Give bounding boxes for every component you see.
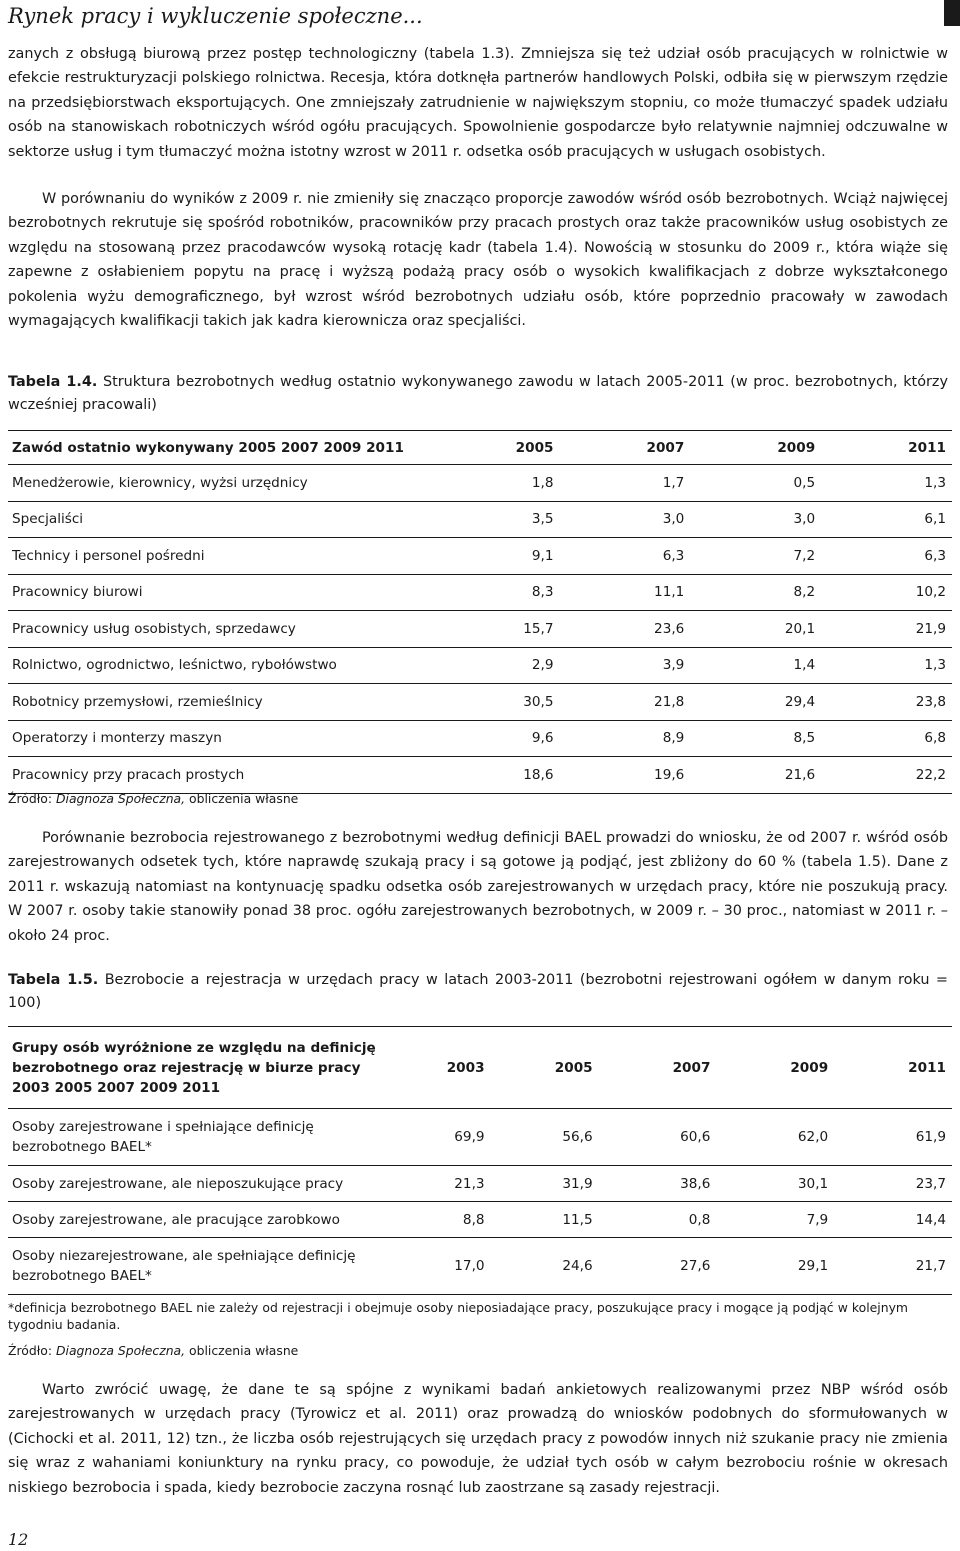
table14-cell-value: 23,6	[560, 611, 691, 648]
table14-cell-value: 3,0	[560, 501, 691, 538]
table14-cell-value: 7,2	[690, 538, 821, 575]
table15-cell-value: 38,6	[599, 1166, 717, 1202]
table14-cell-value: 18,6	[439, 757, 560, 794]
table14-cell-value: 21,6	[690, 757, 821, 794]
paragraph-3: Porównanie bezrobocia rejestrowanego z bezrobotnymi według definicji BAEL prowadzi do wniosku, że od 2007 r. wśród osób zarejestrowanych odsetek tych, które naprawdę szukają pracy i są gotowe ją podjąć, jest zbliżony do 60 % (tabela 1.5). Dane z 2011 r. wskazują natomiast na kontynuację spadku odsetka osób zarejestrowanych w urzędach pracy, które nie poszukują pracy. W 2007 r. osoby takie stanowiły ponad 38 proc. ogółu zarejestrowanych bezrobotnych, w 2009 r. – 30 proc., natomiast w 2011 r. – około 24 proc.	[8, 830, 948, 944]
running-title: Rynek pracy i wykluczenie społeczne...	[8, 4, 423, 28]
table14-cell-occupation: Pracownicy usług osobistych, sprzedawcy	[8, 611, 439, 648]
table15-cell-group: Osoby niezarejestrowane, ale spełniające definicję bezrobotnego BAEL*	[8, 1238, 394, 1295]
table14-source-prefix: Źródło:	[8, 791, 56, 806]
table14-cell-value: 9,1	[439, 538, 560, 575]
table15-header-year: 2005	[491, 1027, 599, 1109]
table14-cell-value: 3,9	[560, 647, 691, 684]
table14-cell-value: 8,3	[439, 574, 560, 611]
table15-cell-value: 24,6	[491, 1238, 599, 1295]
table-row	[8, 1109, 952, 1166]
table14-caption-text: Struktura bezrobotnych według ostatnio wykonywanego zawodu w latach 2005-2011 (w proc. bezrobotnych, którzy wcześniej pracowali)	[8, 374, 948, 413]
table-row	[8, 1166, 952, 1202]
table-row	[8, 501, 952, 538]
table14-cell-value: 1,3	[821, 647, 952, 684]
table14-caption	[8, 371, 948, 417]
table15-cell-group: Osoby zarejestrowane, ale pracujące zarobkowo	[8, 1202, 394, 1238]
table-row	[8, 720, 952, 757]
table15-source-prefix: Źródło:	[8, 1343, 56, 1358]
table14-cell-value: 15,7	[439, 611, 560, 648]
table14-cell-value: 0,5	[690, 465, 821, 502]
table14-label: Tabela 1.4.	[8, 374, 98, 390]
table15-cell-value: 29,1	[716, 1238, 834, 1295]
table14-cell-value: 23,8	[821, 684, 952, 721]
table15-cell-value: 27,6	[599, 1238, 717, 1295]
table-row	[8, 757, 952, 794]
table15-cell-value: 69,9	[394, 1109, 490, 1166]
table14-header-year: 2007	[560, 431, 691, 465]
paragraph-2: W porównaniu do wyników z 2009 r. nie zmieniły się znacząco proporcje zawodów wśród osób bezrobotnych. Wciąż najwięcej bezrobotnych rekrutuje się spośród robotników, pracowników przy pracach prostych oraz także pracowników usług osobistych ze względu na stosowaną przez pracodawców wysoką rotację kadr (tabela 1.4). Nowością w stosunku do 2009 r., która wiąże się zapewne z osłabieniem popytu na pracę i wyższą podażą pracy osób o wysokich kwalifikacjach z dobrze wykształconego pokolenia wyżu demograficznego, był wzrost wśród bezrobotnych udziału osób, które poprzednio pracowały w zawodach wymagających kwalifikacji takich jak kadra kierownicza oraz specjaliści.	[8, 191, 948, 330]
table-row	[8, 647, 952, 684]
table14-cell-value: 8,2	[690, 574, 821, 611]
table14-cell-value: 29,4	[690, 684, 821, 721]
table15-cell-group: Osoby zarejestrowane, ale nieposzukujące pracy	[8, 1166, 394, 1202]
table14-cell-occupation: Pracownicy przy pracach prostych	[8, 757, 439, 794]
table-1-5	[8, 1026, 952, 1295]
table15-header-year: 2003	[394, 1027, 490, 1109]
table14-cell-value: 21,9	[821, 611, 952, 648]
table-row	[8, 611, 952, 648]
table14-cell-value: 1,7	[560, 465, 691, 502]
table14-header-year: 2005	[439, 431, 560, 465]
table-row	[8, 1202, 952, 1238]
table15-cell-value: 8,8	[394, 1202, 490, 1238]
table-row	[8, 684, 952, 721]
table14-cell-occupation: Menedżerowie, kierownicy, wyżsi urzędnicy	[8, 465, 439, 502]
table-row	[8, 574, 952, 611]
table14-cell-value: 19,6	[560, 757, 691, 794]
page-number: 12	[8, 1530, 29, 1549]
table14-cell-occupation: Pracownicy biurowi	[8, 574, 439, 611]
table15-header-row	[8, 1027, 952, 1109]
table15-cell-value: 31,9	[491, 1166, 599, 1202]
table14-cell-value: 1,8	[439, 465, 560, 502]
table14-cell-value: 2,9	[439, 647, 560, 684]
table14-cell-value: 10,2	[821, 574, 952, 611]
table15-cell-value: 21,7	[834, 1238, 952, 1295]
table15-cell-value: 11,5	[491, 1202, 599, 1238]
table14-cell-value: 8,9	[560, 720, 691, 757]
table15-cell-value: 56,6	[491, 1109, 599, 1166]
table14-cell-value: 3,5	[439, 501, 560, 538]
table14-cell-value: 6,1	[821, 501, 952, 538]
table15-caption	[8, 969, 948, 1015]
table14-cell-occupation: Operatorzy i monterzy maszyn	[8, 720, 439, 757]
table15-cell-value: 60,6	[599, 1109, 717, 1166]
table14-cell-value: 1,3	[821, 465, 952, 502]
table15-cell-value: 30,1	[716, 1166, 834, 1202]
table14-source-suffix: obliczenia własne	[185, 791, 299, 806]
table14-cell-value: 6,8	[821, 720, 952, 757]
table15-caption-text: Bezrobocie a rejestracja w urzędach pracy w latach 2003-2011 (bezrobotni rejestrowani ogółem w danym roku = 100)	[8, 972, 948, 1011]
table15-source-title: Diagnoza Społeczna,	[55, 1343, 186, 1358]
table14-cell-value: 11,1	[560, 574, 691, 611]
table15-cell-value: 17,0	[394, 1238, 490, 1295]
table14-cell-value: 6,3	[560, 538, 691, 575]
table15-source	[8, 1342, 298, 1360]
table-row	[8, 465, 952, 502]
table14-header-year: 2009	[690, 431, 821, 465]
table14-source	[8, 790, 298, 808]
table15-header-year: 2007	[599, 1027, 717, 1109]
table15-cell-value: 21,3	[394, 1166, 490, 1202]
paragraph-4: Warto zwrócić uwagę, że dane te są spójne z wynikami badań ankietowych realizowanymi przez NBP wśród osób zarejestrowanych w urzędach pracy (Tyrowicz et al. 2011) oraz prowadzą do wniosków podobnych do sformułowanych w (Cichocki et al. 2011, 12) tzn., że liczba osób rejestrujących się urzędach pracy z powodów innych niż szukanie pracy nie zmienia się wraz z wahaniami koniunktury na rynku pracy, co powoduje, że udział tych osób w całym bezrobociu rośnie w okresach niskiego bezrobocia i spada, kiedy bezrobocie zaczyna rosnąć lub zaostrzane są zasady rejestracji.	[8, 1382, 948, 1496]
table14-cell-occupation: Robotnicy przemysłowi, rzemieślnicy	[8, 684, 439, 721]
table-1-4	[8, 430, 952, 794]
table14-cell-value: 20,1	[690, 611, 821, 648]
table15-cell-value: 7,9	[716, 1202, 834, 1238]
table14-cell-value: 30,5	[439, 684, 560, 721]
table14-header-year: 2011	[821, 431, 952, 465]
table15-cell-value: 62,0	[716, 1109, 834, 1166]
table14-header-occupation: Zawód ostatnio wykonywany 2005 2007 2009 2011	[8, 431, 439, 465]
table-row	[8, 538, 952, 575]
table15-label: Tabela 1.5.	[8, 972, 99, 988]
table14-cell-value: 3,0	[690, 501, 821, 538]
table-row	[8, 1238, 952, 1295]
table14-cell-value: 21,8	[560, 684, 691, 721]
table15-header-group: Grupy osób wyróżnione ze względu na definicję bezrobotnego oraz rejestrację w biurze pracy 2003 2005 2007 2009 2011	[8, 1027, 394, 1109]
table15-header-year: 2011	[834, 1027, 952, 1109]
table14-cell-value: 8,5	[690, 720, 821, 757]
table14-cell-value: 6,3	[821, 538, 952, 575]
table15-cell-value: 14,4	[834, 1202, 952, 1238]
table15-footnote: *definicja bezrobotnego BAEL nie zależy od rejestracji i obejmuje osoby nieposiadające pracy, poszukujące pracy i mogące ją podjąć w kolejnym tygodniu badania.	[8, 1300, 908, 1332]
table14-cell-occupation: Rolnictwo, ogrodnictwo, leśnictwo, rybołówstwo	[8, 647, 439, 684]
table14-cell-value: 1,4	[690, 647, 821, 684]
table14-cell-value: 22,2	[821, 757, 952, 794]
table15-cell-value: 0,8	[599, 1202, 717, 1238]
table15-header-year: 2009	[716, 1027, 834, 1109]
table14-cell-occupation: Technicy i personel pośredni	[8, 538, 439, 575]
table14-cell-occupation: Specjaliści	[8, 501, 439, 538]
table15-cell-value: 61,9	[834, 1109, 952, 1166]
table14-cell-value: 9,6	[439, 720, 560, 757]
table14-header-row	[8, 431, 952, 465]
header-bar	[944, 0, 960, 26]
paragraph-1: zanych z obsługą biurową przez postęp technologiczny (tabela 1.3). Zmniejsza się też udział osób pracujących w rolnictwie w efekcie restrukturyzacji polskiego rolnictwa. Recesja, która dotknęła partnerów handlowych Polski, odbiła się w pierwszym rzędzie na przedsiębiorstwach eksportujących. One zmniejszały zatrudnienie w największym stopniu, co może tłumaczyć spadek udziału osób na stanowiskach robotniczych wśród ogółu pracujących. Spowolnienie gospodarcze było relatywnie najmniej odczuwalne w sektorze usług i tym tłumaczyć można istotny wzrost w 2011 r. odsetka osób pracujących w usługach osobistych.	[8, 46, 948, 160]
table14-source-title: Diagnoza Społeczna,	[55, 791, 186, 806]
table15-cell-group: Osoby zarejestrowane i spełniające definicję bezrobotnego BAEL*	[8, 1109, 394, 1166]
table15-cell-value: 23,7	[834, 1166, 952, 1202]
table15-source-suffix: obliczenia własne	[185, 1343, 299, 1358]
